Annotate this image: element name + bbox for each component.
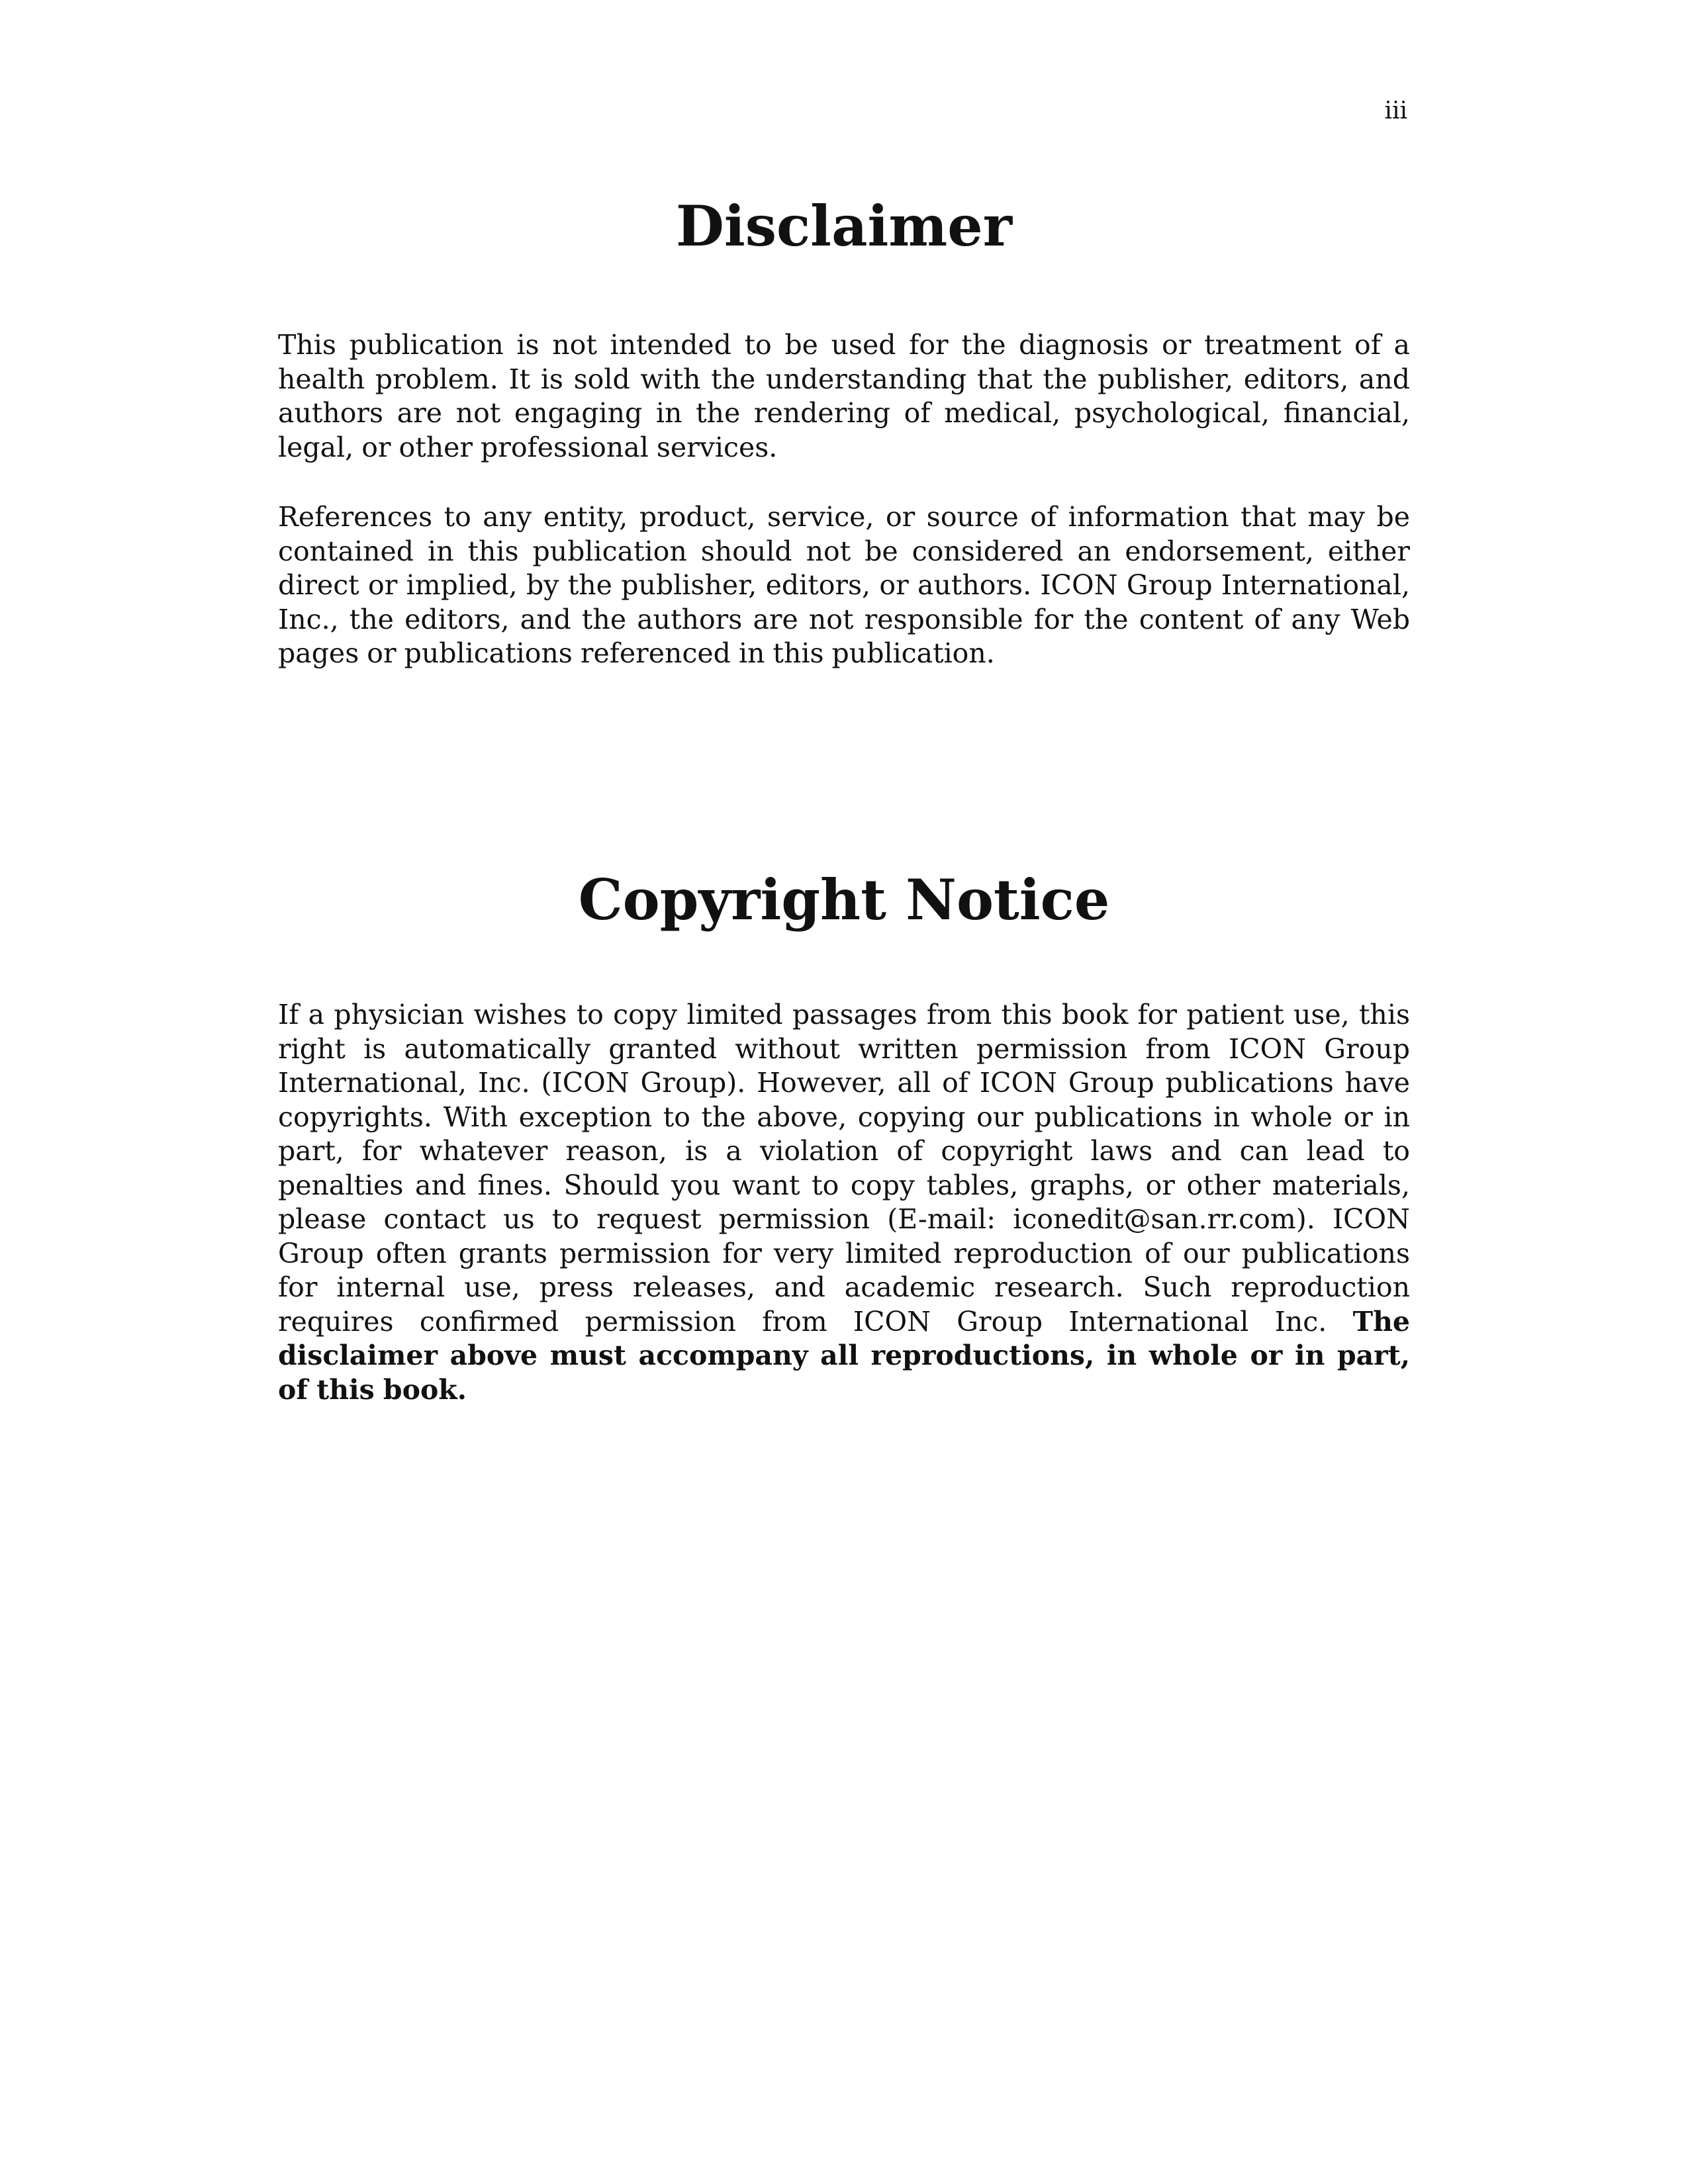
disclaimer-heading: Disclaimer bbox=[675, 193, 1013, 259]
disclaimer-paragraph-2: References to any entity, product, service, or source of information that may be contained in this publication should not be considered an endorsement, either direct or implied, by the publisher, editors, or authors. ICON Group International, Inc., the editors, and the authors are not responsible for the content of any Web pages or publications referenced in this publication. bbox=[278, 501, 1410, 669]
copyright-paragraph bbox=[278, 998, 1410, 1407]
disclaimer-paragraph-1: This publication is not intended to be used for the diagnosis or treatment of a health problem. It is sold with the understanding that the publisher, editors, and authors are not engaging in the rendering of medical, psychological, financial, legal, or other professional services. bbox=[278, 329, 1410, 463]
copyright-paragraph-text: If a physician wishes to copy limited passages from this book for patient use, this right is automatically granted without written permission from ICON Group International, Inc. (ICON Group). However, all of ICON Group publications have copyrights. With exception to the above, copying our publications in whole or in part, for whatever reason, is a violation of copyright laws and can lead to penalties and fines. Should you want to copy tables, graphs, or other materials, please contact us to request permission (E-mail: iconedit@san.rr.com). ICON Group often grants permission for very limited reproduction of our publications for internal use, press releases, and academic research. Such reproduction requires confirmed permission from ICON Group International Inc. bbox=[278, 999, 1410, 1338]
page-number: iii bbox=[1384, 97, 1407, 124]
copyright-heading: Copyright Notice bbox=[578, 867, 1110, 933]
copyright-paragraph-bold-text: The disclaimer above must accompany all reproductions, in whole or in part, of this book. bbox=[278, 1305, 1410, 1406]
